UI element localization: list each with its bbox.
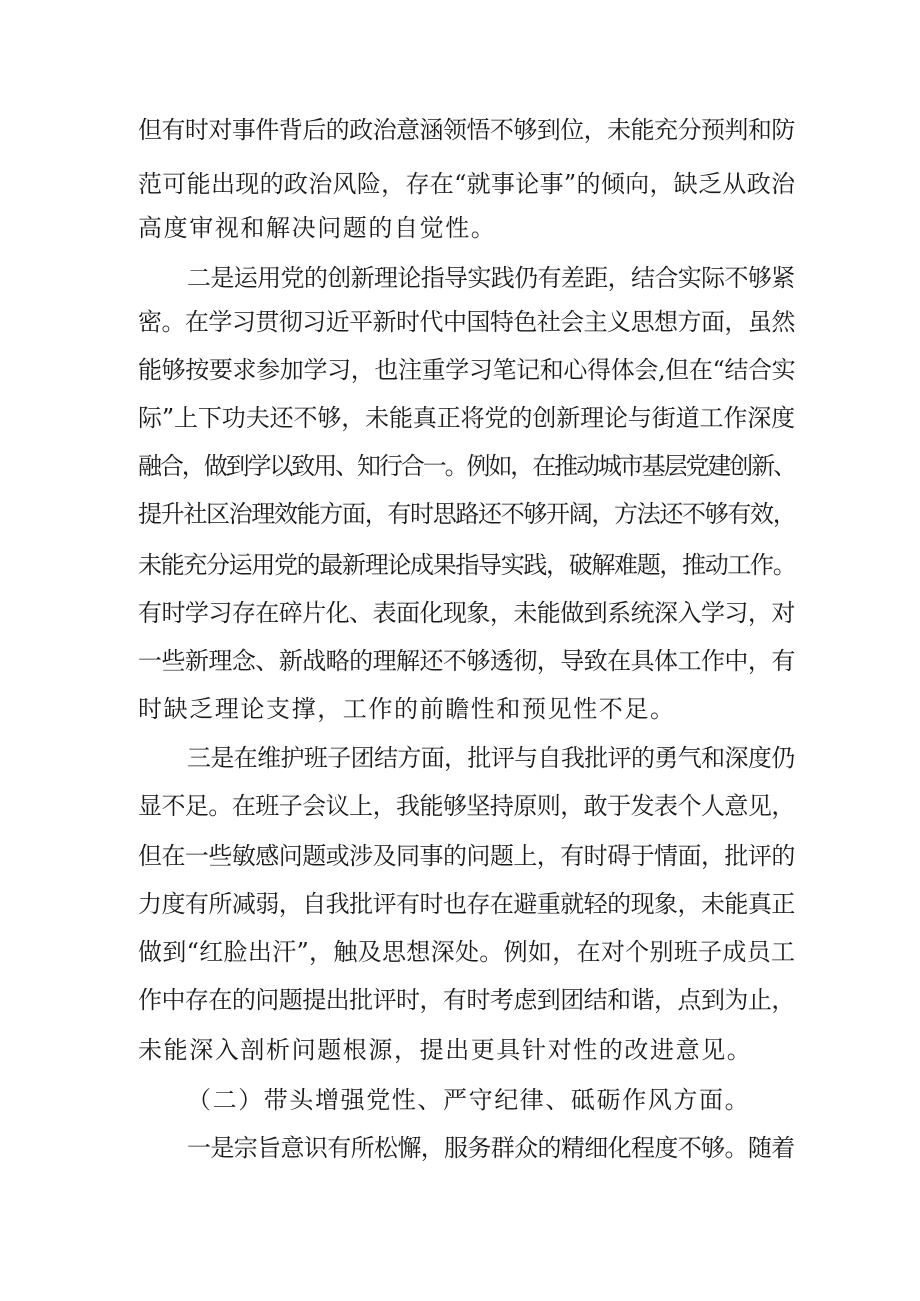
text-line: 但有时对事件背后的政治意涵领悟不够到位，未能充分预判和防 (138, 116, 795, 144)
text-line: 高度审视和解决问题的自觉性。 (138, 214, 497, 242)
text-line: 三是在维护班子团结方面，批评与自我批评的勇气和深度仍 (187, 744, 795, 772)
text-line: 有时学习存在碎片化、表面化现象，未能做到系统深入学习，对 (138, 599, 795, 627)
text-line: 一些新理念、新战略的理解还不够透彻，导致在具体工作中，有 (138, 647, 795, 675)
text-line: 一是宗旨意识有所松懈，服务群众的精细化程度不够。随着 (187, 1134, 795, 1162)
text-line: 时缺乏理论支撑，工作的前瞻性和预见性不足。 (138, 695, 676, 723)
text-line: 未能深入剖析问题根源，提出更具针对性的改进意见。 (138, 1036, 753, 1064)
text-line: 际”上下功夫还不够，未能真正将党的创新理论与街道工作深度 (138, 404, 796, 432)
text-line: 二是运用党的创新理论指导实践仍有差距，结合实际不够紧 (187, 264, 795, 292)
text-line: 力度有所减弱，自我批评有时也存在避重就轻的现象，未能真正 (138, 890, 795, 918)
text-line: 未能充分运用党的最新理论成果指导实践，破解难题，推动工作。 (138, 551, 796, 579)
text-line: 但在一些敏感问题或涉及同事的问题上，有时碍于情面，批评的 (138, 842, 795, 870)
text-line: 做到“红脸出汗”，触及思想深处。例如，在对个别班子成员工 (138, 938, 796, 966)
text-line: 融合，做到学以致用、知行合一。例如，在推动城市基层党建创新、 (138, 452, 795, 480)
section-heading: （二）带头增强党性、严守纪律、砥砺作风方面。 (187, 1086, 751, 1114)
text-line: 显不足。在班子会议上，我能够坚持原则，敢于发表个人意见， (138, 792, 795, 820)
text-line: 范可能出现的政治风险，存在“就事论事”的倾向，缺乏从政治 (138, 170, 796, 198)
text-line: 作中存在的问题提出批评时，有时考虑到团结和谐，点到为止， (138, 986, 795, 1014)
text-line: 密。在学习贯彻习近平新时代中国特色社会主义思想方面，虽然 (138, 308, 795, 336)
text-line: 提升社区治理效能方面，有时思路还不够开阔，方法还不够有效， (138, 500, 796, 528)
text-line: 能够按要求参加学习，也注重学习笔记和心得体会,但在“结合实 (138, 356, 796, 384)
